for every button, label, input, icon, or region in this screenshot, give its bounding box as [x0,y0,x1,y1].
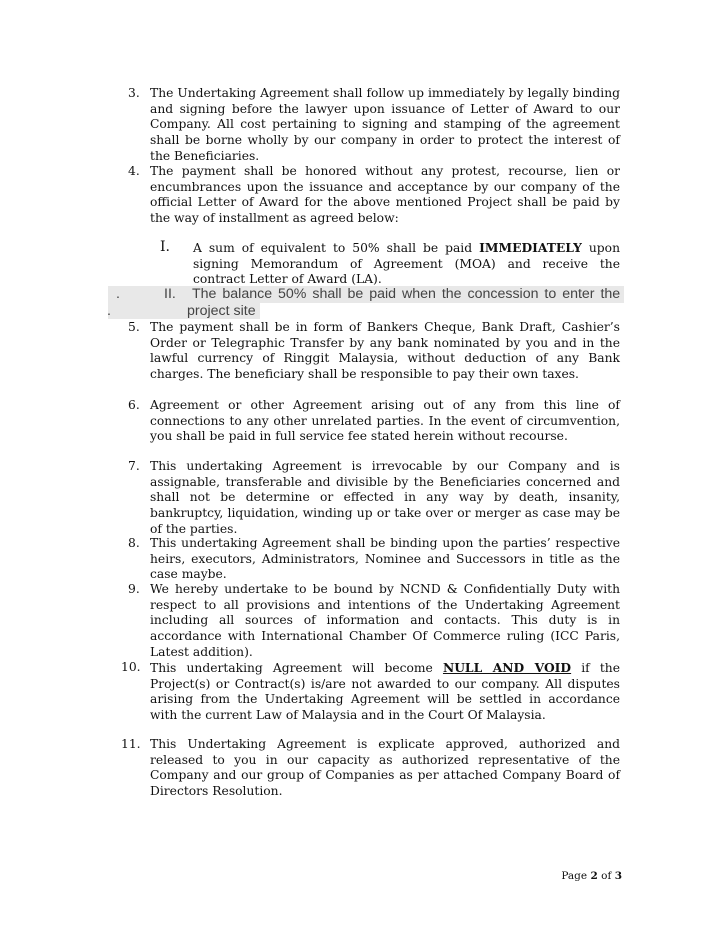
subclause-text-line-1: The balance 50% shall be paid when the concession to enter the [192,286,621,302]
clause-11 [121,737,620,800]
clause-number: 7. [128,459,140,473]
clause-number: 10. [121,660,141,674]
subclause-number: II. [164,286,176,302]
clause-4-subclause-i [160,240,620,288]
clause-number: 5. [128,320,140,334]
immediately-emphasis: IMMEDIATELY [479,240,582,255]
clause-4 [130,164,620,227]
list-marker: . [107,303,111,319]
subclause-text: A sum of equivalent to 50% shall be paid IMMEDIATELY upon signing Memorandum of Agreement (MOA) and receive the contract Letter of Award (LA). [193,240,620,287]
clause-3 [130,86,620,165]
clause-number: 4. [128,164,140,178]
clause-number: 9. [128,582,140,596]
clause-text: This undertaking Agreement will become NULL AND VOID if the Project(s) or Contract(s) is/are not awarded to our company. All disputes arising from the Undertaking Agreement will be settled in accordance with the current Law of Malaysia and in the Court Of Malaysia. [150,660,620,723]
subclause-text-line-2: project site [187,303,256,319]
clause-text: The payment shall be in form of Bankers Cheque, Bank Draft, Cashier’s Order or Telegraphic Transfer by any bank nominated by you and in the lawful currency of Ringgit Malaysia, without deduction of any Bank charges. The beneficiary shall be responsible to pay their own taxes. [150,320,620,382]
clause-number: 3. [128,86,140,100]
clause-6 [130,398,620,445]
clause-text: We hereby undertake to be bound by NCND & Confidentially Duty with respect to all provisions and intentions of the Undertaking Agreement including all sources of information and contacts. This duty is in accordance with International Chamber Of Commerce ruling (ICC Paris, Latest addition). [150,582,620,659]
clause-text: Agreement or other Agreement arising out of any from this line of connections to any other unrelated parties. In the event of circumvention, you shall be paid in full service fee stated herein without recourse. [150,398,620,444]
clause-4-subclause-ii [108,286,624,319]
clause-text: The payment shall be honored without any protest, recourse, lien or encumbrances upon the issuance and acceptance by our company of the official Letter of Award for the above mentioned Project shall be paid by the way of installment as agreed below: [150,164,620,226]
clause-10 [121,660,620,724]
null-and-void-emphasis: NULL AND VOID [442,660,572,675]
clause-text: This undertaking Agreement shall be binding upon the parties’ respective heirs, executors, Administrators, Nominee and Successors in title as the case maybe. [150,536,620,582]
clause-9 [130,582,620,661]
clause-number: 8. [128,536,140,550]
clause-8 [130,536,620,583]
clause-text: This Undertaking Agreement is explicate approved, authorized and released to you in our capacity as authorized representative of the Company and our group of Companies as per attached Company Board of Directors Resolution. [150,737,620,799]
total-pages-number: 3 [614,870,622,882]
clause-7 [130,459,620,538]
current-page-number: 2 [590,870,598,882]
subclause-number: I. [160,239,170,255]
list-marker: . [116,286,120,302]
clause-number: 11. [121,737,141,751]
clause-text: The Undertaking Agreement shall follow up immediately by legally binding and signing before the lawyer upon issuance of Letter of Award to our Company. All cost pertaining to signing and stamping of the agreement shall be borne wholly by our company in order to protect the interest of the Beneficiaries. [150,86,620,163]
clause-text: This undertaking Agreement is irrevocable by our Company and is assignable, transferable and divisible by the Beneficiaries concerned and shall not be determine or effected in any way by death, insanity, bankruptcy, liquidation, winding up or take over or merger as case may be of the parties. [150,459,620,536]
page-number-footer: Page 2 of 3 [561,870,622,882]
clause-number: 6. [128,398,140,412]
clause-5 [130,320,620,383]
